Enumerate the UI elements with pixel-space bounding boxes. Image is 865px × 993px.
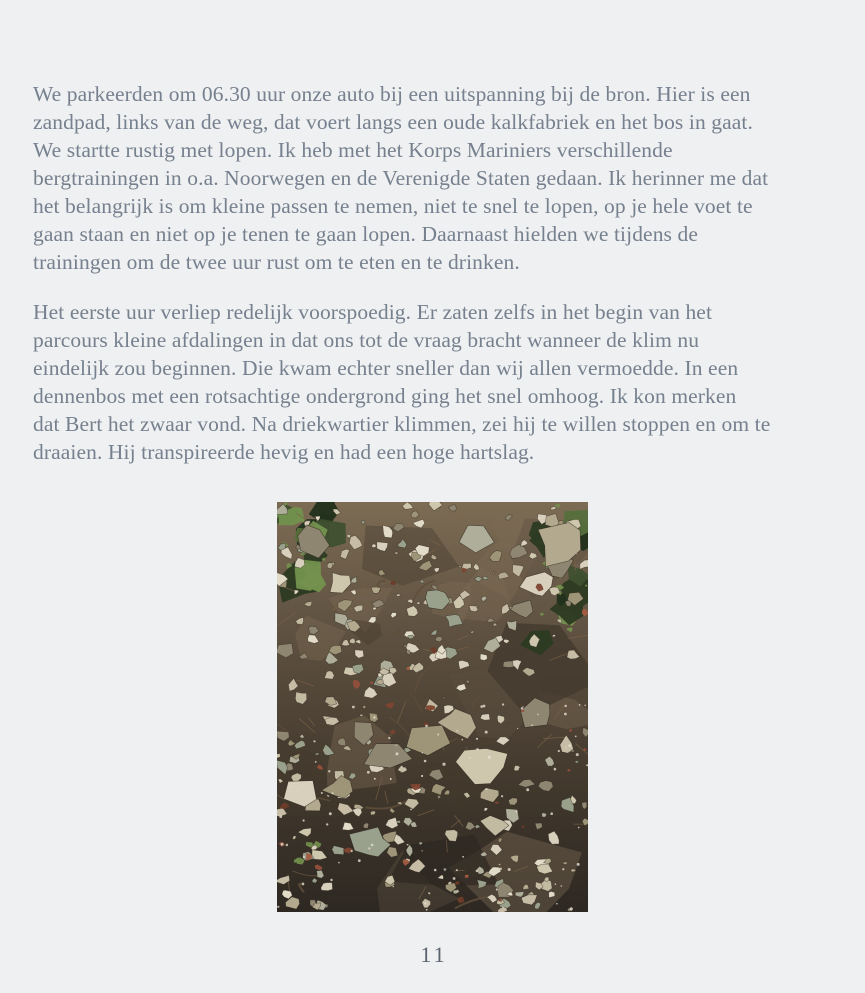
paragraph	[33, 80, 770, 276]
text-line: bergtrainingen in o.a. Noorwegen en de Verenigde Staten gedaan. Ik herinner me dat	[33, 166, 769, 190]
text-line: draaien. Hij transpireerde hevig en had een hoge hartslag.	[33, 440, 535, 464]
page-number: 11	[420, 942, 448, 967]
text-line: het belangrijk is om kleine passen te nemen, niet te snel te lopen, op je hele voet te	[33, 194, 753, 218]
paragraph	[33, 298, 770, 466]
text-line: parcours kleine afdalingen in dat ons tot de vraag bracht wanneer de klim nu	[33, 328, 700, 352]
text-line: Het eerste uur verliep redelijk voorspoedig. Er zaten zelfs in het begin van het	[33, 300, 713, 324]
rocky-trail-photo	[277, 502, 588, 912]
body-text	[33, 80, 770, 488]
text-line: We parkeerden om 06.30 uur onze auto bij een uitspanning bij de bron. Hier is een	[33, 82, 751, 106]
text-line: dat Bert het zwaar vond. Na driekwartier klimmen, zei hij te willen stoppen en om te	[33, 412, 771, 436]
text-line: dennenbos met een rotsachtige ondergrond ging het snel omhoog. Ik kon merken	[33, 384, 737, 408]
text-line: We startte rustig met lopen. Ik heb met het Korps Mariniers verschillende	[33, 138, 673, 162]
text-line: gaan staan en niet op je tenen te gaan lopen. Daarnaast hielden we tijdens de	[33, 222, 698, 246]
text-line: trainingen om de twee uur rust om te eten en te drinken.	[33, 250, 520, 274]
text-line: eindelijk zou beginnen. Die kwam echter sneller dan wij allen vermoedde. In een	[33, 356, 739, 380]
text-line: zandpad, links van de weg, dat voert langs een oude kalkfabriek en het bos in gaat.	[33, 110, 753, 134]
rocky-trail-photo-canvas	[277, 502, 588, 912]
